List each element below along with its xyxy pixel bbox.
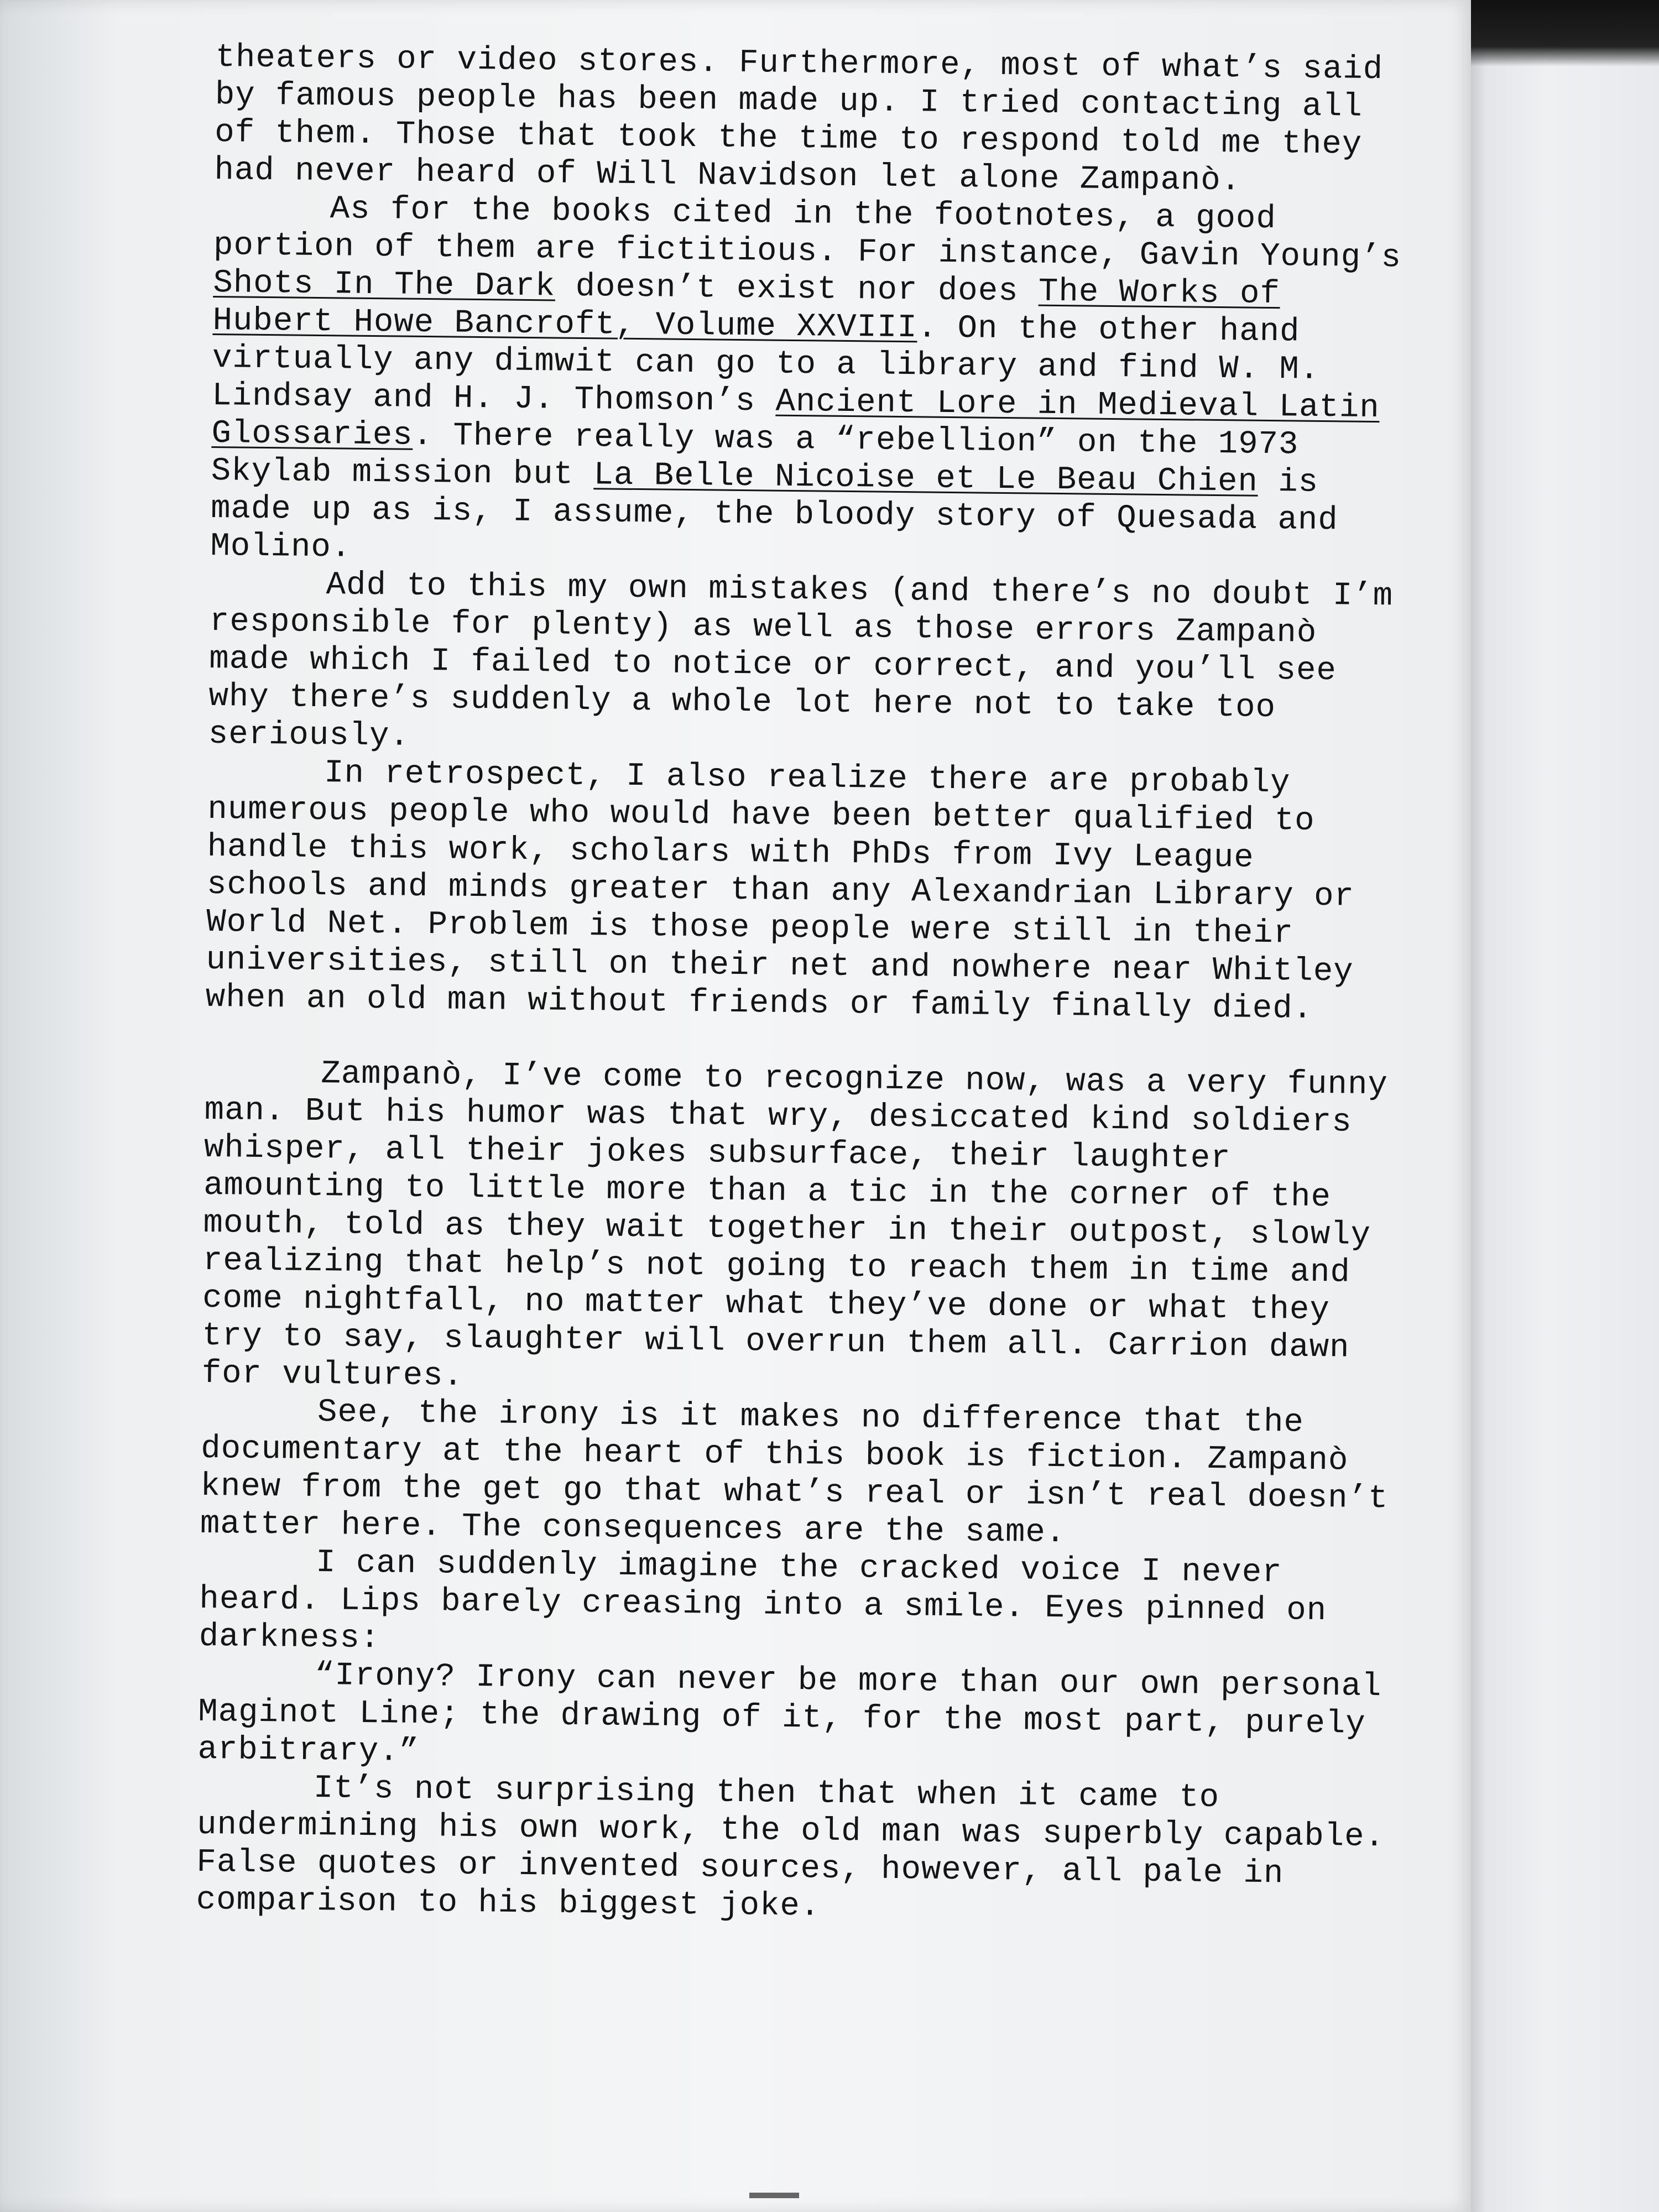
quote-irony	[197, 1656, 1404, 1781]
book-title-bancroft: The Works of Hubert Howe Bancroft, Volume XXVIII	[212, 273, 1281, 347]
paragraph-2-b: doesn’t exist nor does	[555, 268, 1039, 310]
paragraph-7	[199, 1543, 1405, 1668]
paragraph-2-c: . On the other hand virtually any dimwit can go to a library and find W. M. Lindsay and H. J. Thomson’s	[211, 309, 1320, 420]
paragraph-7-text: I can suddenly imagine the cracked voice I never heard. Lips barely creasing into a smile. Eyes pinned on darkness:	[199, 1544, 1327, 1657]
background-corner	[1471, 0, 1659, 66]
next-page-edge	[1469, 0, 1659, 2212]
book-title-la-belle-nicoise: La Belle Nicoise et Le Beau Chien	[593, 456, 1259, 500]
paragraph-4	[205, 753, 1413, 1029]
paragraph-2	[210, 189, 1420, 578]
book-title-shots-in-the-dark: Shots In The Dark	[213, 264, 556, 305]
paragraph-6	[200, 1392, 1407, 1556]
paragraph-2-e: is made up as is, I assume, the bloody story of Quesada and Molino.	[210, 463, 1339, 566]
paragraph-3	[208, 565, 1415, 766]
quote-irony-text: “Irony? Irony can never be more than our own personal Maginot Line; the drawing of it, for the most part, purely arbitrary.”	[197, 1657, 1382, 1771]
paragraph-9-text: It’s not surprising then that when it came to undermining his own work, the old man was superbly capable. False quotes or invented sources, however, all pale in comparison to his biggest joke.	[196, 1770, 1385, 1925]
book-title-ancient-lore: Ancient Lore in Medieval Latin Glossaries	[211, 383, 1380, 454]
paragraph-2-a: As for the books cited in the footnotes, a good portion of them are fictitious. For instance, Gavin Young’s	[213, 190, 1402, 276]
paragraph-5-text: Zampanò, I’ve come to recognize now, was a very funny man. But his humor was that wry, desiccated kind soldiers whisper, all their jokes subsurface, their laughter amounting to little more than a tic in the corner of the mouth, told as they wait together in their outpost, slowly realizing that help’s not going to reach them in time and come nightfall, no matter what they’ve done or what they try to say, slaughter will overrun them all. Carrion dawn for vultures.	[201, 1055, 1389, 1395]
page-body	[196, 39, 1421, 1932]
paragraph-9	[196, 1768, 1403, 1932]
paragraph-4-text: In retrospect, I also realize there are probably numerous people who would have been better qualified to handle this work, scholars with PhDs from Ivy League schools and minds greater than any Alexandrian Library or World Net. Problem is those people were still in their universities, still on their net and nowhere near Whitley when an old man without friends or family finally died.	[205, 754, 1355, 1027]
paragraph-5	[201, 1054, 1410, 1405]
paragraph-1	[214, 39, 1421, 202]
paragraph-2-d: . There really was a “rebellion” on the 1973 Skylab mission but	[211, 416, 1299, 494]
paragraph-6-text: See, the irony is it makes no difference that the documentary at the heart of this book is fiction. Zampanò knew from the get go that what’s real or isn’t real doesn’t matter here. The consequences are the same.	[200, 1394, 1389, 1552]
page-number-mark	[749, 2193, 799, 2198]
paragraph-3-text: Add to this my own mistakes (and there’s no doubt I’m responsible for plenty) as well as those errors Zampanò made which I failed to notice or correct, and you’ll see why there’s suddenly a whole lot here not to take too seriously.	[208, 566, 1394, 755]
paragraph-1-text: theaters or video stores. Furthermore, most of what’s said by famous people has been made up. I tried contacting all of them. Those that took the time to respond told me they had never heard of Will Navidson let alone Zampanò.	[214, 39, 1384, 200]
